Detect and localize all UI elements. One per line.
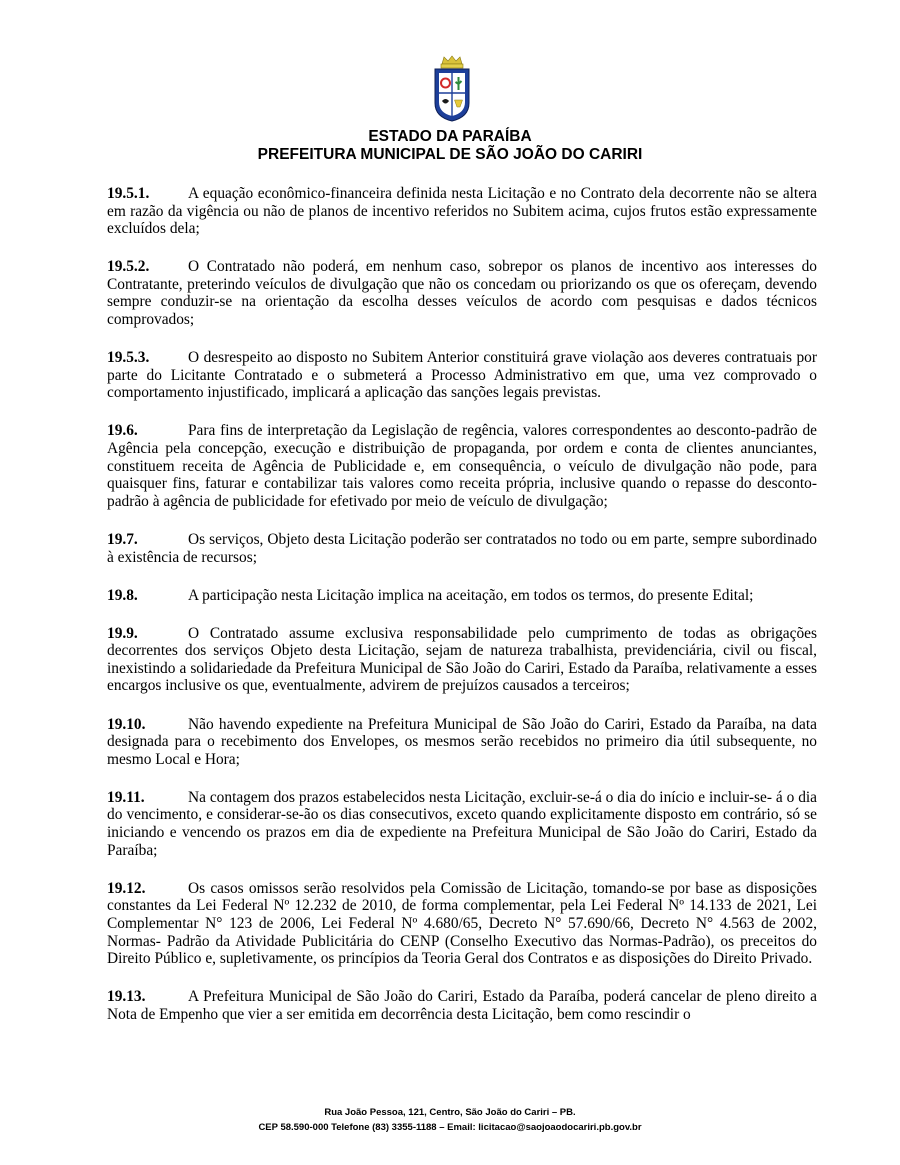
clause-text: O desrespeito ao disposto no Subitem Anterior constituirá grave violação aos deveres contratuais por parte do Licitante Contratado e o submeterá a Processo Administrativo em que, uma vez comprovado o comportamento injustificado, implicará a aplicação das sanções legais previstas. xyxy=(107,349,817,402)
clause-text: Os serviços, Objeto desta Licitação poderão ser contratados no todo ou em parte, sempre subordinado à existência de recursos; xyxy=(107,530,817,566)
clause-number: 19.7. xyxy=(107,530,138,548)
clause-text: O Contratado não poderá, em nenhum caso, sobrepor os planos de incentivo aos interesses do Contratante, preterindo veículos de divulgação que não os concedam ou priorizando os que os ofereçam, devendo sempre conduzir-se na orientação da escolha desses veículos de acordo com pesquisas e dados técnicos comprovados; xyxy=(107,258,817,329)
clause-number: 19.5.2. xyxy=(107,258,150,276)
state-title: ESTADO DA PARAÍBA xyxy=(368,128,532,145)
clause xyxy=(107,625,817,695)
clause xyxy=(107,349,817,402)
clause-text: Na contagem dos prazos estabelecidos nesta Licitação, excluir-se-á o dia do início e incluir-se- á o dia do vencimento, e considerar-se-ão os dias consecutivos, exceto quando explicitamente disposto em contrário, só se iniciando e vencendo os prazos em dia de expediente na Prefeitura Municipal de São João do Cariri, Estado da Paraíba; xyxy=(107,788,817,859)
clause-text: A equação econômico-financeira definida nesta Licitação e no Contrato dela decorrente não se altera em razão da vigência ou não de planos de incentivo referidos no Subitem acima, cujos frutos estão expressamente excluídos dela; xyxy=(107,185,817,238)
clause-text: A participação nesta Licitação implica na aceitação, em todos os termos, do presente Edital; xyxy=(188,586,754,604)
clause xyxy=(107,988,817,1023)
clause-text: Não havendo expediente na Prefeitura Municipal de São João do Cariri, Estado da Paraíba, na data designada para o recebimento dos Envelopes, os mesmos serão recebidos no primeiro dia útil subsequente, no mesmo Local e Hora; xyxy=(107,715,817,768)
coat-of-arms-icon xyxy=(432,55,472,123)
clause-number: 19.5.1. xyxy=(107,185,150,202)
footer-contact: CEP 58.590-000 Telefone (83) 3355-1188 – Email: licitacao@saojoaodocariri.pb.gov.br xyxy=(258,1122,642,1133)
clause-number: 19.6. xyxy=(107,422,138,440)
clause-number: 19.13. xyxy=(107,988,146,1006)
clause-number: 19.11. xyxy=(107,788,145,806)
clause xyxy=(107,258,817,328)
clause xyxy=(107,422,817,510)
clause-number: 19.5.3. xyxy=(107,349,150,367)
clause-number: 19.8. xyxy=(107,586,138,604)
clause xyxy=(107,789,817,859)
clause-number: 19.10. xyxy=(107,715,146,733)
clause xyxy=(107,880,817,968)
clause-text: Os casos omissos serão resolvidos pela Comissão de Licitação, tomando-se por base as disposições constantes da Lei Federal Nº 12.232 de 2010, de forma complementar, pela Lei Federal Nº 14.133 de 2021, Lei Complementar N° 123 de 2006, Lei Federal Nº 4.680/65, Decreto N° 57.690/66, Decreto N° 4.563 de 2002, Normas- Padrão da Atividade Publicitária do CENP (Conselho Executivo das Normas-Padrão), os preceitos do Direito Público e, supletivamente, os princípios da Teoria Geral dos Contratos e as disposições do Direito Privado. xyxy=(107,879,817,968)
footer-address: Rua João Pessoa, 121, Centro, São João do Cariri – PB. xyxy=(324,1107,576,1118)
clause xyxy=(107,716,817,769)
clause-number: 19.12. xyxy=(107,879,146,897)
clause-text: A Prefeitura Municipal de São João do Cariri, Estado da Paraíba, poderá cancelar de pleno direito a Nota de Empenho que vier a ser emitida em decorrência desta Licitação, bem como rescindir o xyxy=(107,988,817,1023)
clause-text: O Contratado assume exclusiva responsabilidade pelo cumprimento de todas as obrigações decorrentes dos serviços Objeto desta Licitação, sejam de natureza trabalhista, previdenciária, civil ou fiscal, inexistindo a solidariedade da Prefeitura Municipal de São João do Cariri, Estado da Paraíba, relativamente a esses encargos inclusive os que, eventualmente, advirem de prejuízos causados a terceiros; xyxy=(107,624,817,695)
clause-text: Para fins de interpretação da Legislação de regência, valores correspondentes ao desconto-padrão de Agência pela concepção, execução e distribuição de propaganda, por ordem e conta de clientes anunciantes, constituem receita de Agência de Publicidade e, em consequência, o veículo de divulgação não pode, para quaisquer fins, faturar e contabilizar tais valores como receita própria, inclusive quando o repasse do desconto-padrão à agência de publicidade for efetivado por meio de veículo de divulgação; xyxy=(107,422,817,510)
document-body xyxy=(107,185,817,1044)
clause xyxy=(107,531,817,566)
clause-number: 19.9. xyxy=(107,624,138,642)
clause xyxy=(107,587,817,605)
clause xyxy=(107,185,817,238)
municipality-title: PREFEITURA MUNICIPAL DE SÃO JOÃO DO CARIRI xyxy=(257,146,643,163)
